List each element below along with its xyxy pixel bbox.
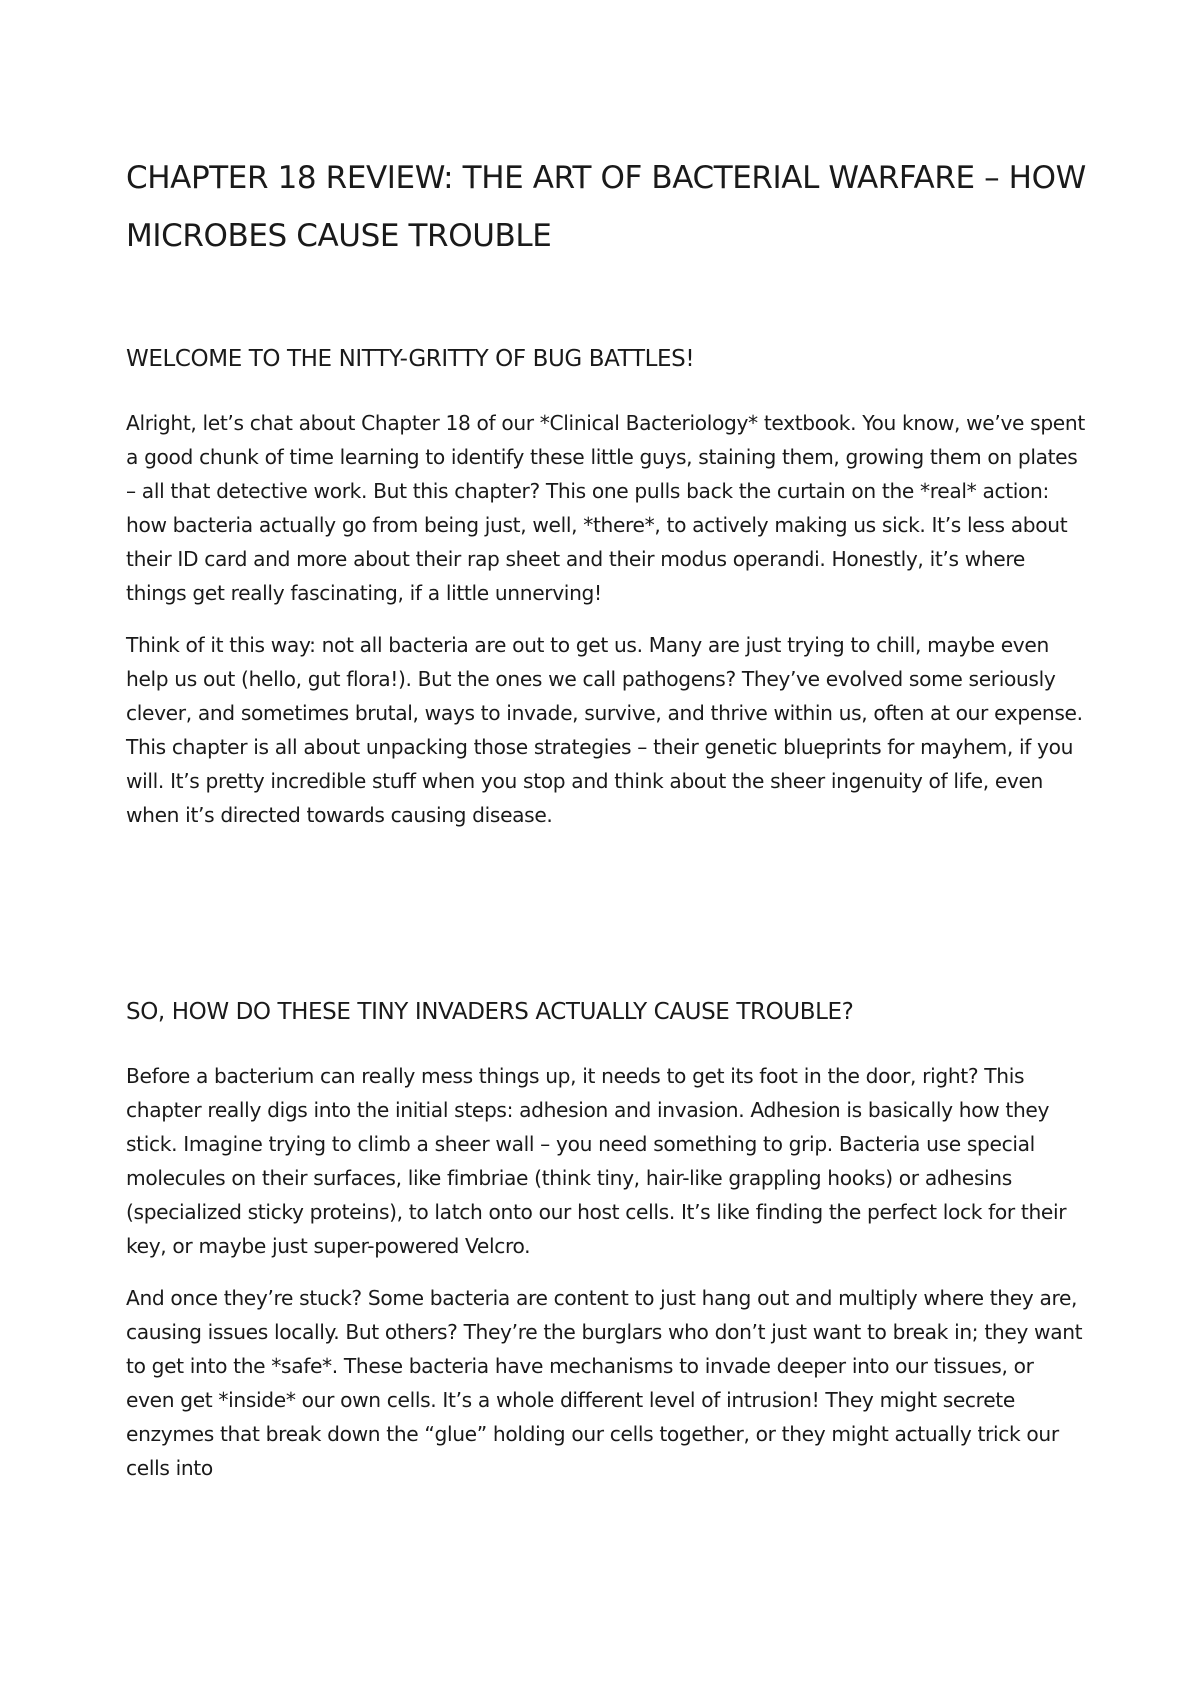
document-title: CHAPTER 18 REVIEW: THE ART OF BACTERIAL WARFARE – HOW MICROBES CAUSE TROUBLE: [126, 160, 1086, 254]
paragraph: And once they’re stuck? Some bacteria are content to just hang out and multiply where they are, causing issues locally. But others? They’re the burglars who don’t just want to break in; they want to get into the *safe*. These bacteria have mechanisms to invade deeper into our tissues, or even get *inside* our own cells. It’s a whole different level of intrusion! They might secrete enzymes that break down the “glue” holding our cells together, or they might actually trick our cells into: [126, 1286, 1083, 1480]
paragraph: Think of it this way: not all bacteria are out to get us. Many are just trying to chill, maybe even help us out (hello, gut flora!). But the ones we call pathogens? They’ve evolved some seriously clever, and sometimes brutal, ways to invade, survive, and thrive within us, often at our expense. This chapter is all about unpacking those strategies – their genetic blueprints for mayhem, if you will. It’s pretty incredible stuff when you stop and think about the sheer ingenuity of life, even when it’s directed towards causing disease.: [126, 633, 1083, 827]
section-heading: WELCOME TO THE NITTY-GRITTY OF BUG BATTLES!: [126, 346, 695, 372]
section-welcome: [126, 342, 1086, 850]
section-heading: SO, HOW DO THESE TINY INVADERS ACTUALLY CAUSE TROUBLE?: [126, 999, 854, 1025]
paragraph: Before a bacterium can really mess things up, it needs to get its foot in the door, right? This chapter really digs into the initial steps: adhesion and invasion. Adhesion is basically how they stick. Imagine trying to climb a sheer wall – you need something to grip. Bacteria use special molecules on their surfaces, like fimbriae (think tiny, hair-like grappling hooks) or adhesins (specialized sticky proteins), to latch onto our host cells. It’s like finding the perfect lock for their key, or maybe just super-powered Velcro.: [126, 1064, 1067, 1258]
section-how-invaders: [126, 995, 1086, 1503]
paragraph: Alright, let’s chat about Chapter 18 of our *Clinical Bacteriology* textbook. You know, we’ve spent a good chunk of time learning to identify these little guys, staining them, growing them on plates – all that detective work. But this chapter? This one pulls back the curtain on the *real* action: how bacteria actually go from being just, well, *there*, to actively making us sick. It’s less about their ID card and more about their rap sheet and their modus operandi. Honestly, it’s where things get really fascinating, if a little unnerving!: [126, 411, 1085, 605]
